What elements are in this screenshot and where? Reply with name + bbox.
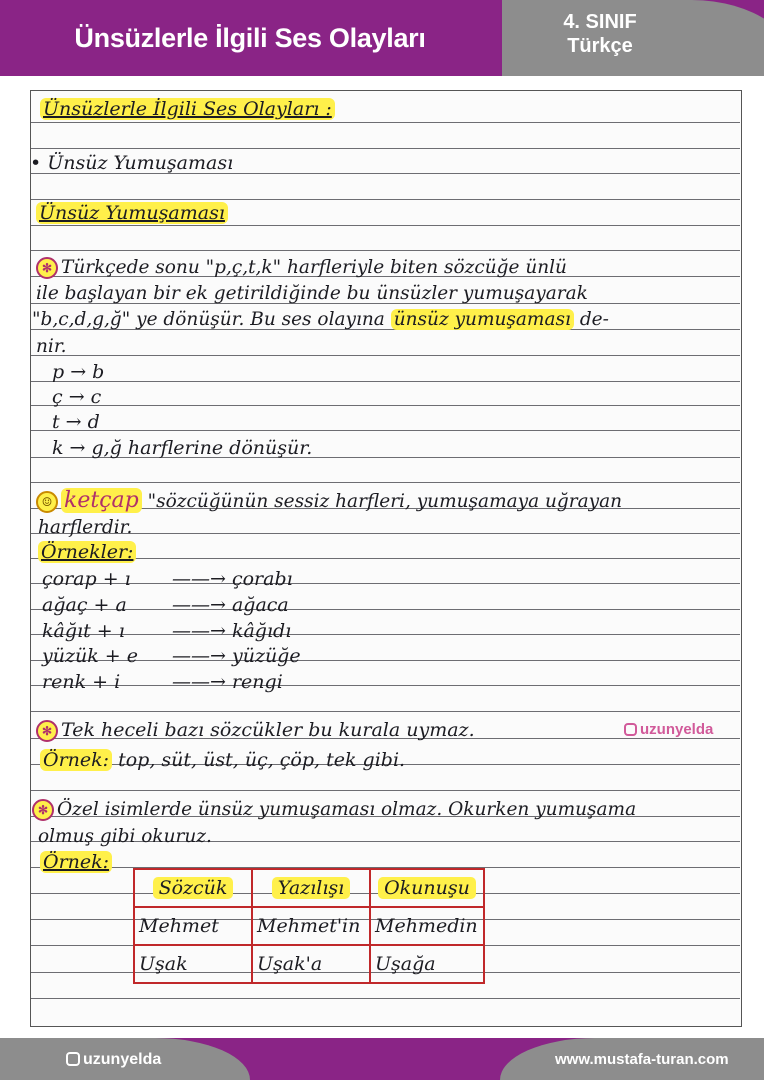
ruled-line [31, 250, 740, 251]
ketcap-text: "sözcüğünün sessiz harfleri, yumuşamaya uğrayan [147, 491, 623, 512]
ruled-line [31, 558, 740, 559]
rule3-line1-text: Özel isimlerde ünsüz yumuşaması olmaz. Okurken yumuşama [57, 799, 637, 820]
example-result: ağaca [231, 594, 289, 616]
rule1-highlight: ünsüz yumuşaması [391, 309, 574, 330]
heading-text: Ünsüzlerle İlgili Ses Olayları : [40, 98, 335, 120]
header-cell: Okunuşu [378, 877, 476, 899]
rule1-line3-end: de- [579, 309, 609, 330]
letter-map-row [52, 361, 104, 383]
ketcap-line2: harflerdir. [38, 517, 133, 538]
header-cell: Yazılışı [272, 877, 350, 899]
example-source: kâğıt + ı [42, 620, 125, 642]
rule1-line3-start: "b,c,d,g,ğ" ye dönüşür. Bu ses olayına [32, 309, 385, 330]
instagram-icon [624, 723, 637, 736]
rule3-line1 [32, 799, 636, 821]
map-from: ç [52, 386, 63, 408]
header-cell: Sözcük [153, 877, 234, 899]
footer-website-link[interactable]: www.mustafa-turan.com [555, 1051, 729, 1068]
example-result: çorabı [231, 568, 293, 590]
example-source: yüzük + e [42, 645, 138, 667]
star-icon: ✻ [36, 257, 58, 279]
ruled-line [31, 199, 740, 200]
arrow-icon: ——→ [172, 620, 232, 642]
arrow-icon: ——→ [172, 594, 232, 616]
rule3-line2: olmuş gibi okuruz. [38, 826, 212, 847]
arrow-icon: → [64, 361, 93, 383]
footer-instagram[interactable] [66, 1038, 161, 1080]
subheading [36, 202, 228, 224]
examples-label [38, 541, 136, 563]
map-from: p [52, 361, 65, 383]
subheading-text: Ünsüz Yumuşaması [36, 202, 228, 224]
grade-label [520, 10, 680, 58]
notes-heading [40, 98, 335, 120]
grade-text: 4. SINIF [563, 11, 637, 33]
subject-text: Türkçe [567, 35, 633, 57]
arrow-icon: → [63, 437, 92, 459]
rule1-line2: ile başlayan bir ek getirildiğinde bu ünsüzler yumuşayarak [36, 283, 588, 304]
example-row [42, 568, 293, 590]
arrow-icon: ——→ [172, 671, 232, 693]
ruled-line [31, 711, 740, 712]
rule2-text: Tek heceli bazı sözcükler bu kurala uymaz. [61, 719, 475, 741]
example-label-2-text: Örnek: [40, 851, 112, 873]
table-header-row [134, 869, 484, 907]
table-row [134, 945, 484, 983]
map-from: t [52, 411, 60, 433]
letter-map-row [52, 411, 100, 433]
star-icon: ✻ [32, 799, 54, 821]
arrow-icon: ——→ [172, 645, 232, 667]
examples-label-text: Örnekler: [38, 541, 136, 563]
letter-map-row [52, 437, 312, 459]
ruled-line [31, 998, 740, 999]
map-to: g,ğ harflerine dönüşür. [91, 437, 313, 459]
rule1-line1 [36, 257, 567, 279]
example-result: rengi [231, 671, 283, 693]
page-title: Ünsüzlerle İlgili Ses Olayları [74, 23, 426, 53]
letter-map-row [52, 386, 101, 408]
ruled-line [31, 381, 740, 382]
ruled-line [31, 405, 740, 406]
instagram-icon [66, 1052, 80, 1066]
instagram-handle: uzunyelda [83, 1051, 162, 1068]
map-to: c [90, 386, 102, 408]
map-from: k [52, 437, 64, 459]
rule1-line1-text: Türkçede sonu "p,ç,t,k" harfleriyle biten sözcüğe ünlü [61, 257, 567, 278]
example-row [42, 645, 301, 667]
rule2-examples-text: top, süt, üst, üç, çöp, tek gibi. [118, 749, 406, 771]
table-cell: Uşak'a [252, 945, 370, 983]
example-label: Örnek: [40, 749, 112, 771]
arrow-icon: ——→ [172, 568, 232, 590]
table-header [370, 869, 484, 907]
ketcap-word: ketçap [61, 488, 142, 513]
table-cell: Mehmet'in [252, 907, 370, 945]
example-row [42, 620, 291, 642]
bullet-topic: • Ünsüz Yumuşaması [30, 152, 234, 174]
ruled-line [31, 148, 740, 149]
example-source: çorap + ı [42, 568, 131, 590]
watermark [624, 721, 713, 738]
watermark-text: uzunyelda [640, 721, 714, 738]
ruled-line [31, 790, 740, 791]
table-row [134, 907, 484, 945]
ruled-line [31, 225, 740, 226]
proper-noun-table [133, 868, 485, 984]
table-cell: Uşak [134, 945, 252, 983]
table-header [252, 869, 370, 907]
example-label-2 [40, 851, 112, 873]
table-cell: Mehmet [134, 907, 252, 945]
map-to: b [92, 361, 105, 383]
rule2-examples [40, 749, 405, 771]
arrow-icon: → [62, 386, 91, 408]
rule1-line3 [32, 309, 609, 331]
ruled-line [31, 122, 740, 123]
ruled-line [31, 533, 740, 534]
map-to: d [87, 411, 100, 433]
ruled-line [31, 482, 740, 483]
example-row [42, 671, 283, 693]
table-header [134, 869, 252, 907]
rule1-line4: nir. [36, 336, 67, 357]
arrow-icon: → [59, 411, 88, 433]
example-source: renk + i [42, 671, 121, 693]
ruled-line [31, 355, 740, 356]
example-result: yüzüğe [231, 645, 301, 667]
example-result: kâğıdı [231, 620, 292, 642]
ketcap-line1 [36, 490, 622, 513]
page-header [0, 0, 764, 76]
example-source: ağaç + a [42, 594, 127, 616]
page-footer [0, 1038, 764, 1080]
smile-icon: ☺ [36, 491, 58, 513]
table-cell: Uşağa [370, 945, 484, 983]
star-icon: ✻ [36, 720, 58, 742]
example-row [42, 594, 289, 616]
table-cell: Mehmedin [370, 907, 484, 945]
ruled-line [31, 430, 740, 431]
rule2 [36, 719, 475, 742]
